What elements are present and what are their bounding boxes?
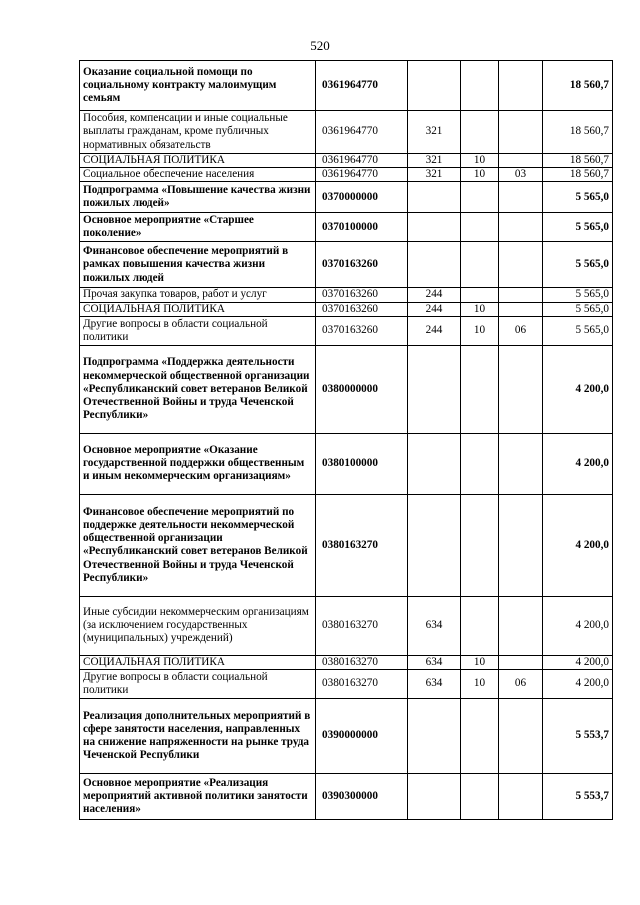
row-code: 0361964770 xyxy=(316,154,408,168)
row-vr xyxy=(408,433,461,494)
row-pr xyxy=(499,774,543,820)
row-sum: 18 560,7 xyxy=(543,61,613,111)
row-name: Прочая закупка товаров, работ и услуг xyxy=(80,288,316,302)
budget-table xyxy=(79,60,613,820)
row-rz xyxy=(461,345,499,433)
row-name: Основное мероприятие «Старшее поколение» xyxy=(80,213,316,242)
row-code: 0390000000 xyxy=(316,699,408,774)
row-name: Финансовое обеспечение мероприятий в рамках повышения качества жизни пожилых людей xyxy=(80,242,316,288)
row-vr: 321 xyxy=(408,154,461,168)
table-row xyxy=(80,345,613,433)
table-row xyxy=(80,316,613,345)
row-pr xyxy=(499,242,543,288)
row-pr: 06 xyxy=(499,316,543,345)
row-vr xyxy=(408,242,461,288)
row-rz xyxy=(461,699,499,774)
row-rz xyxy=(461,182,499,213)
row-sum: 4 200,0 xyxy=(543,596,613,655)
row-pr xyxy=(499,433,543,494)
row-pr xyxy=(499,494,543,596)
row-sum: 5 553,7 xyxy=(543,699,613,774)
row-code: 0370163260 xyxy=(316,302,408,316)
row-rz xyxy=(461,288,499,302)
row-rz: 10 xyxy=(461,655,499,669)
row-code: 0390300000 xyxy=(316,774,408,820)
row-name: СОЦИАЛЬНАЯ ПОЛИТИКА xyxy=(80,655,316,669)
row-vr xyxy=(408,61,461,111)
row-name: Оказание социальной помощи по социальному контракту малоимущим семьям xyxy=(80,61,316,111)
row-code: 0380163270 xyxy=(316,670,408,699)
row-rz: 10 xyxy=(461,154,499,168)
row-sum: 4 200,0 xyxy=(543,655,613,669)
row-vr xyxy=(408,774,461,820)
table-row xyxy=(80,154,613,168)
row-name: Подпрограмма «Повышение качества жизни пожилых людей» xyxy=(80,182,316,213)
row-code: 0380163270 xyxy=(316,596,408,655)
row-sum: 5 565,0 xyxy=(543,182,613,213)
row-name: Иные субсидии некоммерческим организациям (за исключением государственных (муниципальных) учреждений) xyxy=(80,596,316,655)
row-vr: 244 xyxy=(408,316,461,345)
table-row xyxy=(80,182,613,213)
row-sum: 18 560,7 xyxy=(543,154,613,168)
table-row xyxy=(80,61,613,111)
row-name: Основное мероприятие «Оказание государственной поддержки общественным и иным некоммерческим организациям» xyxy=(80,433,316,494)
row-code: 0370000000 xyxy=(316,182,408,213)
row-name: Социальное обеспечение населения xyxy=(80,168,316,182)
row-vr: 634 xyxy=(408,596,461,655)
row-sum: 5 565,0 xyxy=(543,316,613,345)
row-rz xyxy=(461,774,499,820)
row-vr: 321 xyxy=(408,111,461,154)
table-row xyxy=(80,774,613,820)
row-name: Подпрограмма «Поддержка деятельности некоммерческой общественной организации «Республиканский совет ветеранов Великой Отечественной Войны и труда Чеченской Республики» xyxy=(80,345,316,433)
row-rz xyxy=(461,494,499,596)
row-name: Реализация дополнительных мероприятий в сфере занятости населения, направленных на снижение напряженности на рынке труда Чеченской Республики xyxy=(80,699,316,774)
table-row xyxy=(80,655,613,669)
row-vr: 634 xyxy=(408,670,461,699)
budget-table-body xyxy=(80,61,613,820)
row-sum: 5 565,0 xyxy=(543,288,613,302)
page-number: 520 xyxy=(310,38,330,53)
row-name: Пособия, компенсации и иные социальные выплаты гражданам, кроме публичных нормативных обязательств xyxy=(80,111,316,154)
row-pr xyxy=(499,596,543,655)
row-vr xyxy=(408,494,461,596)
row-rz xyxy=(461,61,499,111)
row-rz: 10 xyxy=(461,316,499,345)
row-sum: 18 560,7 xyxy=(543,111,613,154)
table-row xyxy=(80,242,613,288)
row-rz xyxy=(461,213,499,242)
row-vr xyxy=(408,699,461,774)
table-row xyxy=(80,168,613,182)
row-pr: 06 xyxy=(499,670,543,699)
row-vr: 321 xyxy=(408,168,461,182)
row-sum: 5 553,7 xyxy=(543,774,613,820)
row-name: Финансовое обеспечение мероприятий по поддержке деятельности некоммерческой общественной организации «Республиканский совет ветеранов Великой Отечественной Войны и труда Чеченской Республики» xyxy=(80,494,316,596)
row-name: СОЦИАЛЬНАЯ ПОЛИТИКА xyxy=(80,154,316,168)
row-pr xyxy=(499,154,543,168)
row-sum: 4 200,0 xyxy=(543,670,613,699)
row-name: Основное мероприятие «Реализация мероприятий активной политики занятости населения» xyxy=(80,774,316,820)
row-sum: 5 565,0 xyxy=(543,242,613,288)
table-row xyxy=(80,288,613,302)
row-code: 0370163260 xyxy=(316,288,408,302)
row-pr xyxy=(499,699,543,774)
row-code: 0370163260 xyxy=(316,242,408,288)
row-sum: 4 200,0 xyxy=(543,494,613,596)
row-code: 0380100000 xyxy=(316,433,408,494)
row-rz xyxy=(461,433,499,494)
row-pr xyxy=(499,345,543,433)
row-vr: 634 xyxy=(408,655,461,669)
row-name: СОЦИАЛЬНАЯ ПОЛИТИКА xyxy=(80,302,316,316)
row-vr: 244 xyxy=(408,302,461,316)
row-rz: 10 xyxy=(461,670,499,699)
row-sum: 4 200,0 xyxy=(543,433,613,494)
row-rz: 10 xyxy=(461,168,499,182)
table-row xyxy=(80,433,613,494)
row-rz: 10 xyxy=(461,302,499,316)
row-name: Другие вопросы в области социальной политики xyxy=(80,316,316,345)
table-row xyxy=(80,302,613,316)
row-sum: 18 560,7 xyxy=(543,168,613,182)
row-pr xyxy=(499,182,543,213)
row-code: 0380163270 xyxy=(316,494,408,596)
row-code: 0361964770 xyxy=(316,61,408,111)
row-pr xyxy=(499,302,543,316)
table-row xyxy=(80,111,613,154)
row-code: 0361964770 xyxy=(316,111,408,154)
row-vr xyxy=(408,213,461,242)
row-code: 0370100000 xyxy=(316,213,408,242)
row-rz xyxy=(461,596,499,655)
row-sum: 5 565,0 xyxy=(543,213,613,242)
row-pr xyxy=(499,61,543,111)
row-name: Другие вопросы в области социальной политики xyxy=(80,670,316,699)
table-row xyxy=(80,213,613,242)
row-rz xyxy=(461,242,499,288)
row-rz xyxy=(461,111,499,154)
row-pr xyxy=(499,655,543,669)
table-row xyxy=(80,494,613,596)
row-code: 0380000000 xyxy=(316,345,408,433)
row-pr: 03 xyxy=(499,168,543,182)
table-row xyxy=(80,699,613,774)
row-sum: 5 565,0 xyxy=(543,302,613,316)
row-vr xyxy=(408,182,461,213)
row-pr xyxy=(499,288,543,302)
table-row xyxy=(80,596,613,655)
row-code: 0370163260 xyxy=(316,316,408,345)
row-vr: 244 xyxy=(408,288,461,302)
row-code: 0380163270 xyxy=(316,655,408,669)
row-sum: 4 200,0 xyxy=(543,345,613,433)
row-pr xyxy=(499,111,543,154)
row-code: 0361964770 xyxy=(316,168,408,182)
row-vr xyxy=(408,345,461,433)
row-pr xyxy=(499,213,543,242)
table-row xyxy=(80,670,613,699)
